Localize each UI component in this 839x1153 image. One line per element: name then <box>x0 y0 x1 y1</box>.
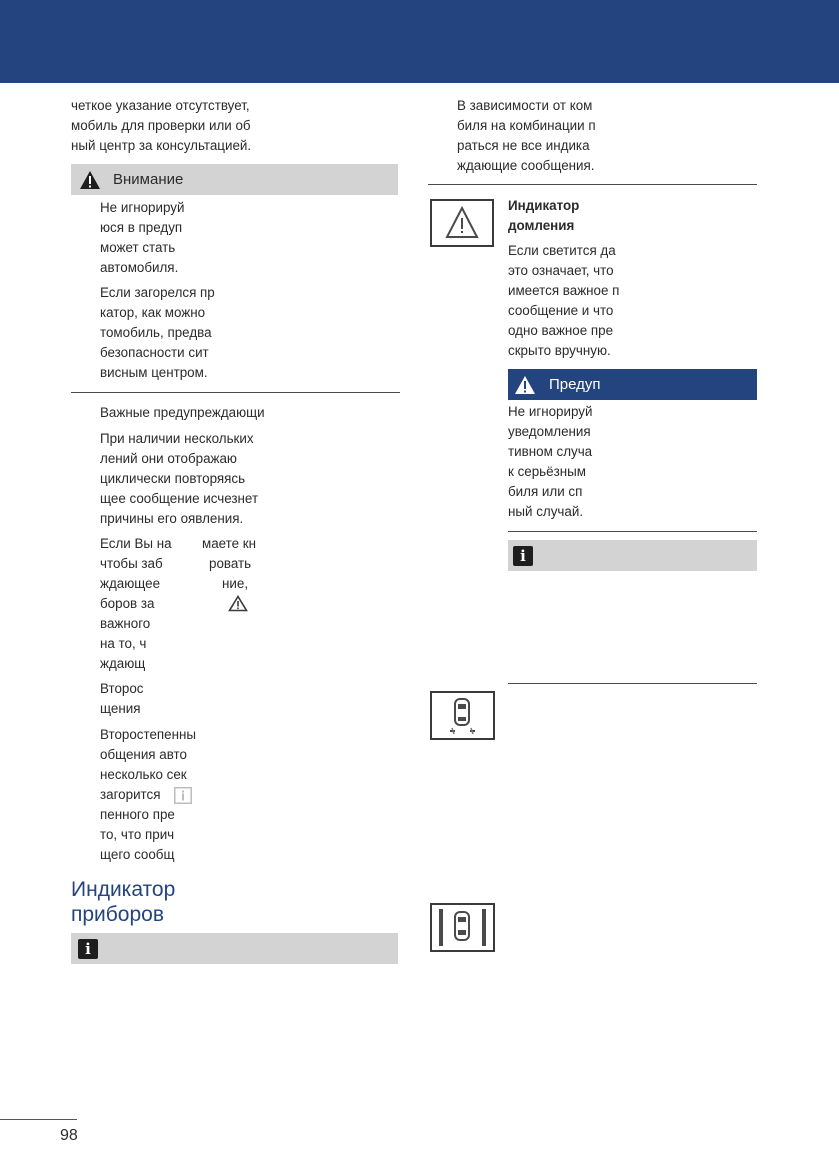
text-line: боров за <box>100 596 155 611</box>
car-symbol <box>432 693 493 738</box>
text-line: Второстепенны <box>100 727 197 742</box>
text-line: Индикатор <box>508 198 580 213</box>
text-line: Важные предупреждающи <box>100 405 265 420</box>
text-line: причины его оявления. <box>100 511 244 526</box>
text-line: лений они отображаю <box>100 451 237 466</box>
text-line: загорится <box>100 787 161 802</box>
left-intro <box>71 96 251 156</box>
important-warnings-para1 <box>100 429 258 529</box>
indicator-text <box>508 241 619 361</box>
left-intro-line: четкое указание отсутствует, <box>71 98 250 113</box>
info-icon: i <box>78 939 98 959</box>
footer-rule <box>0 1119 77 1120</box>
text-line: уведомления <box>508 424 591 439</box>
warning-box-para2 <box>100 283 215 383</box>
text-line: безопасности сит <box>100 345 209 360</box>
warning-box-header <box>71 164 398 195</box>
text-line: может стать <box>100 240 176 255</box>
page-header-band <box>0 0 839 83</box>
heading-line: Индикатор <box>71 878 176 901</box>
info-box-header <box>71 933 398 964</box>
text-line: катор, как можно <box>100 305 206 320</box>
text-line: щего сообщ <box>100 847 175 862</box>
text-line: ровать <box>209 556 252 571</box>
text-line: на то, ч <box>100 636 147 651</box>
divider <box>71 392 400 393</box>
indicator-title <box>508 196 579 236</box>
text-line: тивном случа <box>508 444 593 459</box>
text-line: юся в предуп <box>100 220 183 235</box>
text-line: В зависимости от ком <box>457 98 593 113</box>
caution-box-header <box>508 369 757 400</box>
text-line: циклически повторяясь <box>100 471 246 486</box>
caution-box-text <box>508 402 592 522</box>
info-icon: i <box>513 546 533 566</box>
info-box-header <box>508 540 757 571</box>
text-line: несколько сек <box>100 767 187 782</box>
text-line: томобиль, предва <box>100 325 212 340</box>
text-line: Если загорелся пр <box>100 285 215 300</box>
text-line: имеется важное п <box>508 283 620 298</box>
text-line: ждающ <box>100 656 146 671</box>
important-warnings-para2 <box>100 534 172 674</box>
text-line: это означает, что <box>508 263 614 278</box>
warning-triangle-icon <box>514 375 536 395</box>
text-line: щения <box>100 701 141 716</box>
right-intro <box>457 96 596 176</box>
text-fragment <box>209 554 251 574</box>
text-line: При наличии нескольких <box>100 431 254 446</box>
text-line: Не игнорируй <box>508 404 593 419</box>
warning-triangle-icon <box>228 595 248 612</box>
text-line: биля на комбинации п <box>457 118 596 133</box>
divider <box>508 531 757 532</box>
text-line: ждающие сообщения. <box>457 158 595 173</box>
lane-keeping-car-icon <box>430 903 495 952</box>
text-line: домления <box>508 218 575 233</box>
section-heading <box>71 877 175 927</box>
text-line: ждающее <box>100 576 161 591</box>
heading-line: приборов <box>71 903 165 926</box>
text-line: ние, <box>222 576 249 591</box>
text-line: ный случай. <box>508 504 584 519</box>
text-line: то, что прич <box>100 827 175 842</box>
page-number: 98 <box>60 1127 78 1144</box>
left-intro-line: ный центр за консультацией. <box>71 138 252 153</box>
text-line: висным центром. <box>100 365 208 380</box>
indicator-symbol-box <box>430 199 494 247</box>
text-line: одно важное пре <box>508 323 614 338</box>
warning-box-para1 <box>100 198 184 278</box>
secondary-messages-title <box>100 679 144 719</box>
text-line: общения авто <box>100 747 187 762</box>
text-line: сообщение и что <box>508 303 614 318</box>
text-line: биля или сп <box>508 484 583 499</box>
important-warnings-para2-right <box>202 534 256 554</box>
left-intro-line: мобиль для проверки или об <box>71 118 251 133</box>
divider <box>508 683 757 684</box>
text-line: раться не все индика <box>457 138 590 153</box>
important-warnings-title <box>100 403 265 423</box>
warning-box-title: Внимание <box>113 170 184 188</box>
text-line: Второс <box>100 681 144 696</box>
text-fragment <box>222 574 248 594</box>
text-line: важного <box>100 616 151 631</box>
text-line: щее сообщение исчезнет <box>100 491 259 506</box>
info-square-icon <box>174 787 192 804</box>
text-line: пенного пре <box>100 807 175 822</box>
lane-departure-car-icon <box>430 691 495 740</box>
car-symbol <box>432 905 493 950</box>
divider <box>428 184 757 185</box>
warning-triangle-icon <box>432 201 492 245</box>
text-line: автомобиля. <box>100 260 179 275</box>
text-line: Не игнорируй <box>100 200 185 215</box>
text-line: скрыто вручную. <box>508 343 611 358</box>
warning-triangle-icon <box>79 170 101 190</box>
text-line: маете кн <box>202 536 257 551</box>
caution-box-title: Предуп <box>549 375 601 393</box>
text-line: к серьёзным <box>508 464 586 479</box>
text-line: Если Вы на <box>100 536 172 551</box>
text-line: чтобы заб <box>100 556 163 571</box>
text-line: Если светится да <box>508 243 616 258</box>
